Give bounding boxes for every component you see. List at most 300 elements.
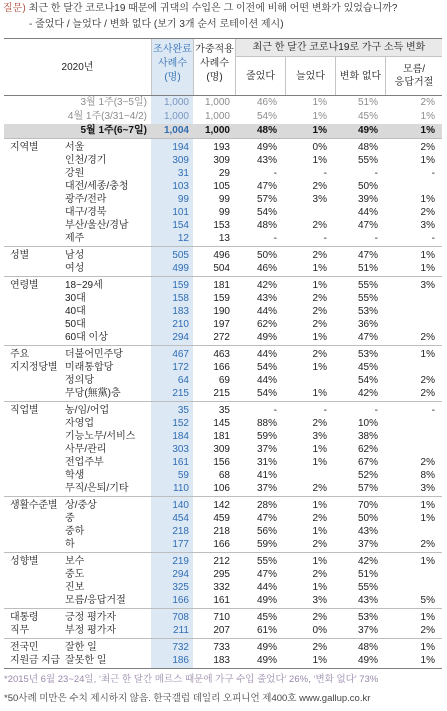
row-label: 중도 — [65, 568, 85, 580]
weighted-count-cell: 1,000 — [204, 111, 230, 122]
table-group — [4, 276, 442, 345]
question-prefix: 질문) — [3, 3, 26, 14]
increased-pct-cell: 2% — [312, 318, 327, 330]
sample-count-cell: 467 — [172, 348, 189, 360]
row-label: 상/중상 — [65, 499, 97, 511]
weighted-count-cell: 193 — [213, 141, 230, 153]
sample-count-cell: 177 — [172, 538, 189, 550]
table-group — [4, 246, 442, 276]
sample-count-cell: 309 — [172, 154, 189, 166]
answer-options: - 줄었다 / 늘었다 / 변화 없다 (보기 3개 순서 로테이션 제시) — [29, 19, 284, 30]
unknown-pct-cell: 1% — [420, 249, 435, 261]
table-row — [59, 348, 442, 361]
decreased-pct-cell: - — [273, 404, 277, 416]
increased-pct-cell: 1% — [312, 111, 327, 122]
weighted-count-cell: 142 — [213, 499, 230, 511]
trend-row — [4, 124, 442, 138]
sample-count-cell: 708 — [172, 611, 189, 623]
unknown-pct-cell — [385, 361, 442, 374]
unknown-pct-cell: 1% — [420, 555, 435, 567]
unknown-pct-cell — [385, 180, 442, 193]
unknown-pct-cell: 1% — [420, 654, 435, 666]
weighted-count-cell: 207 — [213, 624, 230, 636]
weighted-count-cell: 463 — [213, 348, 230, 360]
table-row — [59, 512, 442, 525]
unchanged-pct-cell: 53% — [357, 348, 378, 360]
sample-count-cell: 294 — [172, 331, 189, 343]
unknown-pct-cell: 1% — [420, 125, 435, 136]
weighted-count-cell: 29 — [218, 167, 230, 179]
decreased-pct-cell: - — [273, 167, 277, 179]
increased-pct-cell: 2% — [312, 611, 327, 623]
group-rows — [59, 499, 442, 551]
sample-count-cell: 454 — [172, 512, 189, 524]
increased-pct-cell: 2% — [312, 641, 327, 653]
weighted-count-cell: 215 — [213, 387, 230, 399]
row-label: 대전/세종/충청 — [65, 180, 129, 192]
unchanged-pct-cell: 48% — [357, 141, 378, 153]
row-label: 잘못한 일 — [65, 654, 107, 666]
unknown-pct-cell — [385, 568, 442, 581]
increased-pct-cell: - — [323, 404, 327, 416]
weighted-count-cell: 69 — [218, 374, 230, 386]
increased-pct-cell: - — [323, 232, 327, 244]
table-row — [59, 180, 442, 193]
table-row — [59, 206, 442, 219]
table-row — [59, 594, 442, 607]
table-row — [59, 305, 442, 318]
increased-pct-cell: 2% — [312, 568, 327, 580]
group-label: 성별 — [10, 249, 29, 261]
row-label: 서울 — [65, 141, 85, 153]
unknown-pct-cell: 1% — [420, 611, 435, 623]
increased-pct-cell: 0% — [312, 141, 327, 153]
unchanged-pct-cell: 53% — [357, 611, 378, 623]
unchanged-pct-cell: 39% — [357, 193, 378, 205]
decreased-pct-cell: 44% — [256, 305, 277, 317]
sample-count-cell: 303 — [172, 443, 189, 455]
unknown-pct-cell — [385, 305, 442, 318]
table-row — [59, 482, 442, 495]
unknown-pct-cell: - — [431, 232, 435, 244]
sample-count-cell: 140 — [172, 499, 189, 511]
decreased-pct-cell: 88% — [256, 417, 277, 429]
sample-count-cell: 186 — [172, 654, 189, 666]
group-label: 생활수준별 — [10, 499, 58, 511]
column-header-increased: 늘었다 — [285, 57, 335, 95]
group-label: 주요 지지정당별 — [10, 348, 58, 373]
results-table — [4, 38, 442, 669]
table-row — [59, 581, 442, 594]
unchanged-pct-cell: 38% — [357, 430, 378, 442]
group-label: 전국민 지원금 지급 — [10, 641, 60, 666]
increased-pct-cell: 2% — [312, 219, 327, 231]
increased-pct-cell: 2% — [312, 292, 327, 304]
table-row — [59, 624, 442, 637]
sample-count-cell: 211 — [173, 624, 189, 636]
group-rows — [59, 404, 442, 495]
row-label: 강원 — [65, 167, 85, 179]
increased-pct-cell: 1% — [312, 581, 327, 593]
decreased-pct-cell: 44% — [256, 348, 277, 360]
unchanged-pct-cell: 51% — [357, 568, 378, 580]
decreased-pct-cell: 49% — [256, 141, 277, 153]
row-label: 중 — [65, 512, 75, 524]
trend-label: 4월 1주(3/31~4/2) — [67, 111, 147, 122]
weighted-count-cell: 145 — [213, 417, 230, 429]
increased-pct-cell — [285, 206, 335, 219]
decreased-pct-cell: 57% — [256, 193, 277, 205]
unknown-pct-cell: 2% — [420, 141, 435, 153]
question-text: 최근 한 달간 코로나19 때문에 귀댁의 수입은 그 이전에 비해 어떤 변화가 있었습니까? — [28, 3, 398, 14]
increased-pct-cell: 2% — [312, 305, 327, 317]
row-label: 미래통합당 — [65, 361, 114, 373]
weighted-count-cell: 106 — [213, 482, 230, 494]
decreased-pct-cell: 46% — [256, 262, 277, 274]
table-row — [59, 469, 442, 482]
unchanged-pct-cell: 36% — [357, 318, 378, 330]
increased-pct-cell: - — [323, 167, 327, 179]
unchanged-pct-cell: - — [374, 167, 378, 179]
sample-count-cell: 59 — [177, 469, 189, 481]
row-label: 여성 — [65, 262, 85, 274]
increased-pct-cell: 1% — [312, 97, 327, 108]
table-row — [59, 654, 442, 667]
row-label: 보수 — [65, 555, 85, 567]
sample-count-cell: 505 — [172, 249, 189, 261]
unknown-pct-cell — [385, 581, 442, 594]
increased-pct-cell: 2% — [312, 348, 327, 360]
decreased-pct-cell: 59% — [256, 430, 277, 442]
group-label: 연령별 — [10, 279, 39, 291]
group-label: 대통령 직무 — [10, 611, 39, 636]
row-label: 사무/관리 — [65, 443, 107, 455]
decreased-pct-cell: 48% — [256, 125, 277, 136]
decreased-pct-cell: 56% — [256, 525, 277, 537]
table-row — [59, 141, 442, 154]
table-group — [4, 138, 442, 246]
table-group — [4, 552, 442, 608]
weighted-count-cell: 13 — [218, 232, 230, 244]
year-header: 2020년 — [61, 61, 94, 73]
unchanged-pct-cell: 55% — [357, 154, 378, 166]
increased-pct-cell: 1% — [312, 154, 327, 166]
sample-count-cell: 732 — [172, 641, 189, 653]
row-label: 50대 — [65, 318, 86, 330]
decreased-pct-cell: 31% — [256, 456, 277, 468]
unknown-pct-cell: 1% — [420, 193, 435, 205]
table-header — [4, 39, 442, 96]
decreased-pct-cell: 47% — [256, 180, 277, 192]
row-label: 30대 — [65, 292, 86, 304]
unchanged-pct-cell: 37% — [357, 624, 378, 636]
table-row — [59, 219, 442, 232]
row-label: 부산/울산/경남 — [65, 219, 129, 231]
unknown-pct-cell: 3% — [420, 482, 435, 494]
column-header-unchanged: 변화 없다 — [335, 57, 385, 95]
unchanged-pct-cell: 50% — [357, 180, 378, 192]
row-label: 부정 평가자 — [65, 624, 117, 636]
trend-label: 5월 1주(6~7일) — [80, 125, 147, 136]
footnotes — [4, 670, 444, 708]
row-label: 대구/경북 — [65, 206, 107, 218]
unknown-pct-cell: - — [431, 167, 435, 179]
increased-pct-cell: 2% — [312, 538, 327, 550]
row-label: 무직/은퇴/기타 — [65, 482, 129, 494]
group-rows — [59, 611, 442, 637]
row-label: 60대 이상 — [65, 331, 108, 343]
weighted-count-cell: 1,000 — [204, 125, 230, 136]
increased-pct-cell: 1% — [312, 499, 327, 511]
increased-pct-cell: 2% — [312, 417, 327, 429]
sample-count-cell: 1,000 — [163, 97, 189, 108]
table-group — [4, 496, 442, 552]
increased-pct-cell: 2% — [312, 482, 327, 494]
decreased-pct-cell: 37% — [256, 443, 277, 455]
unchanged-pct-cell: 57% — [357, 482, 378, 494]
table-row — [59, 331, 442, 344]
decreased-pct-cell: 45% — [256, 611, 277, 623]
trend-row — [4, 96, 442, 110]
unknown-pct-cell: 2% — [420, 456, 435, 468]
unknown-pct-cell: 1% — [420, 348, 435, 360]
unknown-pct-cell: 1% — [420, 154, 435, 166]
unchanged-pct-cell: 10% — [357, 417, 378, 429]
sample-count-cell: 166 — [172, 594, 189, 606]
table-row — [59, 456, 442, 469]
unchanged-pct-cell: 43% — [357, 525, 378, 537]
weighted-count-cell: 1,000 — [204, 97, 230, 108]
decreased-pct-cell: 44% — [256, 581, 277, 593]
unchanged-pct-cell: 43% — [357, 594, 378, 606]
weighted-count-cell: 459 — [213, 512, 230, 524]
decreased-pct-cell: 55% — [256, 555, 277, 567]
decreased-pct-cell: 54% — [256, 206, 277, 218]
sample-count-cell: 219 — [172, 555, 189, 567]
table-row — [59, 404, 442, 417]
sample-count-cell: 12 — [177, 232, 189, 244]
increased-pct-cell: 2% — [312, 249, 327, 261]
decreased-pct-cell: - — [273, 232, 277, 244]
decreased-pct-cell: 41% — [256, 469, 277, 481]
question-line — [3, 1, 444, 17]
decreased-pct-cell: 50% — [256, 249, 277, 261]
table-row — [59, 292, 442, 305]
decreased-pct-cell: 47% — [256, 512, 277, 524]
unknown-pct-cell: 3% — [420, 219, 435, 231]
weighted-count-cell: 190 — [213, 305, 230, 317]
unchanged-pct-cell: 51% — [357, 97, 378, 108]
group-label: 직업별 — [10, 404, 39, 416]
sample-count-cell: 161 — [172, 456, 189, 468]
increased-pct-cell: 1% — [312, 443, 327, 455]
sample-count-cell: 194 — [172, 141, 189, 153]
unchanged-pct-cell: 70% — [357, 499, 378, 511]
row-label: 진보 — [65, 581, 85, 593]
row-label: 광주/전라 — [65, 193, 107, 205]
unchanged-pct-cell: 42% — [357, 387, 378, 399]
sample-count-cell: 154 — [172, 219, 189, 231]
weighted-count-cell: 710 — [213, 611, 230, 623]
table-row — [59, 555, 442, 568]
group-label: 지역별 — [10, 141, 39, 153]
table-row — [59, 499, 442, 512]
table-row — [59, 361, 442, 374]
table-row — [59, 232, 442, 245]
weighted-count-cell: 105 — [213, 180, 230, 192]
unchanged-pct-cell: 47% — [357, 249, 378, 261]
sample-count-cell: 184 — [172, 430, 189, 442]
table-row — [59, 193, 442, 206]
increased-pct-cell: 1% — [312, 262, 327, 274]
group-rows — [59, 641, 442, 667]
sample-count-cell: 159 — [172, 279, 189, 291]
group-label: 성향별 — [10, 555, 39, 567]
weighted-count-header: 가중적용 사례수 (명) — [193, 39, 235, 95]
weighted-count-cell: 212 — [213, 555, 230, 567]
group-rows — [59, 348, 442, 400]
decreased-pct-cell: 54% — [256, 111, 277, 122]
sample-count-cell: 64 — [177, 374, 189, 386]
table-row — [59, 249, 442, 262]
sample-count-cell: 152 — [172, 417, 189, 429]
table-row — [59, 611, 442, 624]
decreased-pct-cell: 54% — [256, 361, 277, 373]
unchanged-pct-cell: 54% — [357, 374, 378, 386]
weighted-count-cell: 496 — [213, 249, 230, 261]
sample-count-cell: 210 — [172, 318, 189, 330]
increased-pct-cell: 1% — [312, 387, 327, 399]
unknown-pct-cell: - — [431, 404, 435, 416]
sample-count-cell: 499 — [172, 262, 189, 274]
weighted-count-cell: 309 — [213, 154, 230, 166]
decreased-pct-cell: 43% — [256, 154, 277, 166]
weighted-count-cell: 309 — [213, 443, 230, 455]
weighted-count-cell: 99 — [218, 193, 230, 205]
row-label: 제주 — [65, 232, 85, 244]
decreased-pct-cell: 28% — [256, 499, 277, 511]
row-label: 더불어민주당 — [65, 348, 123, 360]
weighted-count-cell: 295 — [213, 568, 230, 580]
weighted-count-cell: 733 — [213, 641, 230, 653]
unchanged-pct-cell: 55% — [357, 279, 378, 291]
unknown-pct-cell: 2% — [420, 331, 435, 343]
weighted-count-cell: 181 — [213, 430, 230, 442]
increased-pct-cell: 1% — [312, 654, 327, 666]
increased-pct-cell: 0% — [312, 624, 327, 636]
increased-pct-cell: 1% — [312, 361, 327, 373]
trend-label: 3월 1주(3~5일) — [80, 97, 147, 108]
weighted-count-cell: 153 — [213, 219, 230, 231]
table-row — [59, 374, 442, 387]
decreased-pct-cell: 43% — [256, 292, 277, 304]
sample-count-header: 조사완료 사례수 (명) — [151, 39, 193, 95]
sample-count-cell: 31 — [177, 167, 189, 179]
unknown-pct-cell: 2% — [420, 538, 435, 550]
unchanged-pct-cell: 47% — [357, 219, 378, 231]
unchanged-pct-cell: - — [374, 404, 378, 416]
decreased-pct-cell: 49% — [256, 594, 277, 606]
unchanged-pct-cell: 52% — [357, 469, 378, 481]
unchanged-pct-cell: 49% — [357, 125, 378, 136]
sample-count-cell: 215 — [172, 387, 189, 399]
weighted-count-cell: 504 — [213, 262, 230, 274]
weighted-count-cell: 159 — [213, 292, 230, 304]
table-row — [59, 154, 442, 167]
weighted-count-cell: 156 — [213, 456, 230, 468]
row-label: 전업주부 — [65, 456, 104, 468]
decreased-pct-cell: 49% — [256, 641, 277, 653]
unknown-pct-cell — [385, 292, 442, 305]
table-group — [4, 638, 442, 668]
sample-count-cell: 110 — [173, 482, 189, 494]
row-label: 학생 — [65, 469, 85, 481]
sample-count-cell: 158 — [172, 292, 189, 304]
decreased-pct-cell: 59% — [256, 538, 277, 550]
decreased-pct-cell: 37% — [256, 482, 277, 494]
unchanged-pct-cell: 55% — [357, 581, 378, 593]
unknown-pct-cell: 2% — [420, 387, 435, 399]
row-label: 18~29세 — [65, 279, 103, 291]
weighted-count-cell: 272 — [213, 331, 230, 343]
table-row — [59, 525, 442, 538]
sample-count-cell: 1,000 — [163, 111, 189, 122]
unknown-pct-cell — [385, 318, 442, 331]
trend-section — [4, 96, 442, 138]
unknown-pct-cell: 2% — [420, 374, 435, 386]
question-block — [3, 1, 444, 33]
increased-pct-cell: 1% — [312, 456, 327, 468]
unchanged-pct-cell: 45% — [357, 111, 378, 122]
unchanged-pct-cell: 67% — [357, 456, 378, 468]
table-group — [4, 608, 442, 638]
table-group — [4, 401, 442, 496]
weighted-count-cell: 35 — [218, 404, 230, 416]
decreased-pct-cell: 46% — [256, 97, 277, 108]
unchanged-pct-cell: 53% — [357, 305, 378, 317]
increased-pct-cell: 2% — [312, 512, 327, 524]
unknown-pct-cell — [385, 430, 442, 443]
weighted-count-cell: 218 — [213, 525, 230, 537]
unchanged-pct-cell: 44% — [357, 206, 378, 218]
unchanged-pct-cell: 37% — [357, 538, 378, 550]
increased-pct-cell: 2% — [312, 180, 327, 192]
weighted-count-cell: 197 — [213, 318, 230, 330]
unknown-pct-cell: 1% — [420, 111, 435, 122]
weighted-count-cell: 181 — [213, 279, 230, 291]
table-row — [59, 568, 442, 581]
unchanged-pct-cell: 47% — [357, 331, 378, 343]
trend-row — [4, 110, 442, 124]
row-label: 하 — [65, 538, 75, 550]
weighted-count-cell: 166 — [213, 361, 230, 373]
increased-pct-cell: 1% — [312, 279, 327, 291]
row-label: 긍정 평가자 — [65, 611, 117, 623]
unchanged-pct-cell: 42% — [357, 555, 378, 567]
increased-pct-cell: 3% — [312, 193, 327, 205]
sample-count-cell: 183 — [172, 305, 189, 317]
increased-pct-cell: 3% — [312, 430, 327, 442]
table-row — [59, 279, 442, 292]
footnote-previous-survey: *2015년 6월 23~24일, ‘최근 한 달간 메르스 때문에 가구 수입 줄었다’ 26%, ‘변화 없다’ 73% — [4, 674, 379, 685]
weighted-count-cell: 161 — [213, 594, 230, 606]
unchanged-pct-cell: 48% — [357, 641, 378, 653]
footnote-source: *50사례 미만은 수치 제시하지 않음. 한국갤럽 데일리 오피니언 제400호 www.gallup.co.kr — [4, 693, 371, 704]
group-rows — [59, 555, 442, 607]
decreased-pct-cell: 61% — [256, 624, 277, 636]
row-label: 중하 — [65, 525, 85, 537]
row-label: 잘한 일 — [65, 641, 97, 653]
